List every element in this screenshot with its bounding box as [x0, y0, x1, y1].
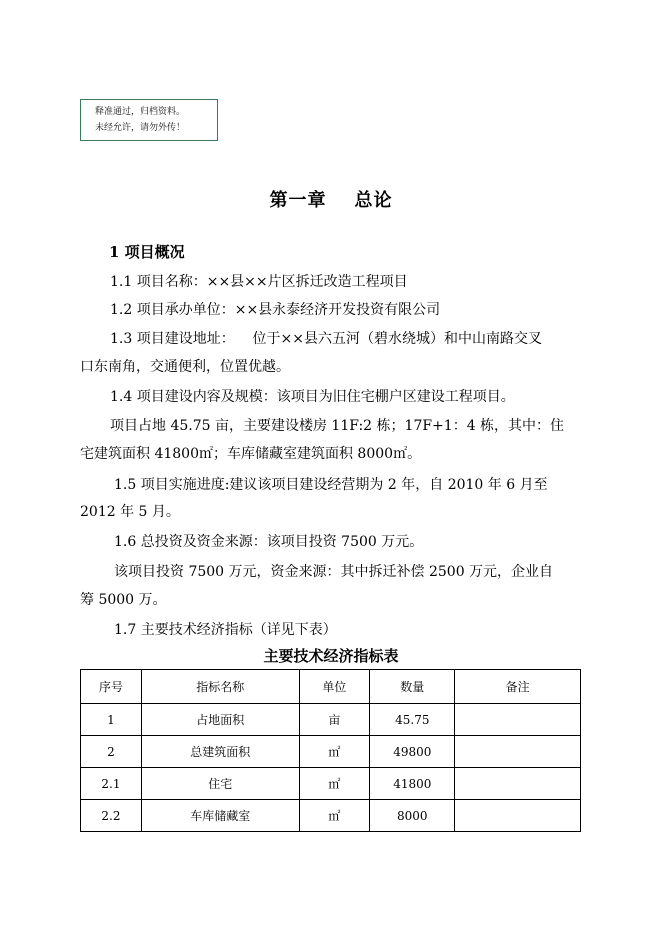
table-header-row [81, 670, 581, 704]
paragraph-1-3-line-2: 口东南角，交通便利，位置优越。 [80, 359, 290, 375]
paragraph-1-4-detail-line-1: 项目占地 45.75 亩，主要建设楼房 11F:2 栋；17F+1：4 栋，其中：住 [110, 418, 565, 434]
col-header-indicator: 指标名称 [141, 670, 299, 704]
cell-indicator: 占地面积 [141, 704, 299, 736]
paragraph-1-6-detail-line-2: 筹 5000 万。 [80, 592, 167, 608]
cell-indicator: 车库储藏室 [141, 800, 299, 832]
col-header-remark: 备注 [455, 670, 581, 704]
table-title: 主要技术经济指标表 [263, 647, 399, 665]
cell-indicator: 总建筑面积 [141, 736, 299, 768]
paragraph-1-6: 1.6 总投资及资金来源：该项目投资 7500 万元。 [114, 534, 424, 550]
cell-index: 2 [81, 736, 142, 768]
table-row [81, 768, 581, 800]
cell-quantity: 45.75 [370, 704, 455, 736]
paragraph-1-6-detail-line-1: 该项目投资 7500 万元，资金来源：其中拆迁补偿 2500 万元，企业自 [114, 564, 554, 580]
cell-quantity: 8000 [370, 800, 455, 832]
cell-indicator: 住宅 [141, 768, 299, 800]
col-header-unit: 单位 [299, 670, 370, 704]
paragraph-1-5-line-2: 2012 年 5 月。 [80, 504, 180, 520]
paragraph-1-4: 1.4 项目建设内容及规模：该项目为旧住宅棚户区建设工程项目。 [110, 389, 515, 405]
cell-remark [455, 800, 581, 832]
paragraph-1-7: 1.7 主要技术经济指标（详见下表） [114, 622, 337, 638]
table-row [81, 704, 581, 736]
cell-remark [455, 768, 581, 800]
paragraph-1-4-detail-line-2: 宅建筑面积 41800㎡；车库储藏室建筑面积 8000㎡。 [80, 446, 422, 462]
indicator-table [80, 669, 581, 832]
paragraph-1-2: 1.2 项目承办单位：××县永泰经济开发投资有限公司 [110, 302, 441, 318]
section-heading: 1 项目概况 [109, 243, 185, 261]
table-row [81, 736, 581, 768]
cell-remark [455, 736, 581, 768]
chapter-title: 总论 [354, 190, 393, 211]
cell-unit: ㎡ [299, 800, 370, 832]
col-header-quantity: 数量 [370, 670, 455, 704]
cell-remark [455, 704, 581, 736]
cell-unit: ㎡ [299, 736, 370, 768]
stamp-line-2: 未经允许，请勿外传！ [95, 123, 186, 133]
table-row [81, 800, 581, 832]
col-header-index: 序号 [81, 670, 142, 704]
chapter-number: 第一章 [269, 190, 327, 211]
paragraph-1-1: 1.1 项目名称：××县××片区拆迁改造工程项目 [110, 274, 408, 290]
cell-index: 1 [81, 704, 142, 736]
approval-stamp [80, 99, 218, 141]
cell-index: 2.1 [81, 768, 142, 800]
stamp-line-1: 释准通过，归档资料。 [95, 107, 186, 117]
cell-unit: 亩 [299, 704, 370, 736]
chapter-heading [0, 186, 662, 212]
cell-unit: ㎡ [299, 768, 370, 800]
cell-quantity: 49800 [370, 736, 455, 768]
paragraph-1-5-line-1: 1.5 项目实施进度:建议该项目建设经营期为 2 年，自 2010 年 6 月至 [114, 477, 548, 493]
cell-quantity: 41800 [370, 768, 455, 800]
paragraph-1-3-line-1: 1.3 项目建设地址： 位于××县六五河（碧水绕城）和中山南路交叉 [110, 331, 542, 347]
cell-index: 2.2 [81, 800, 142, 832]
